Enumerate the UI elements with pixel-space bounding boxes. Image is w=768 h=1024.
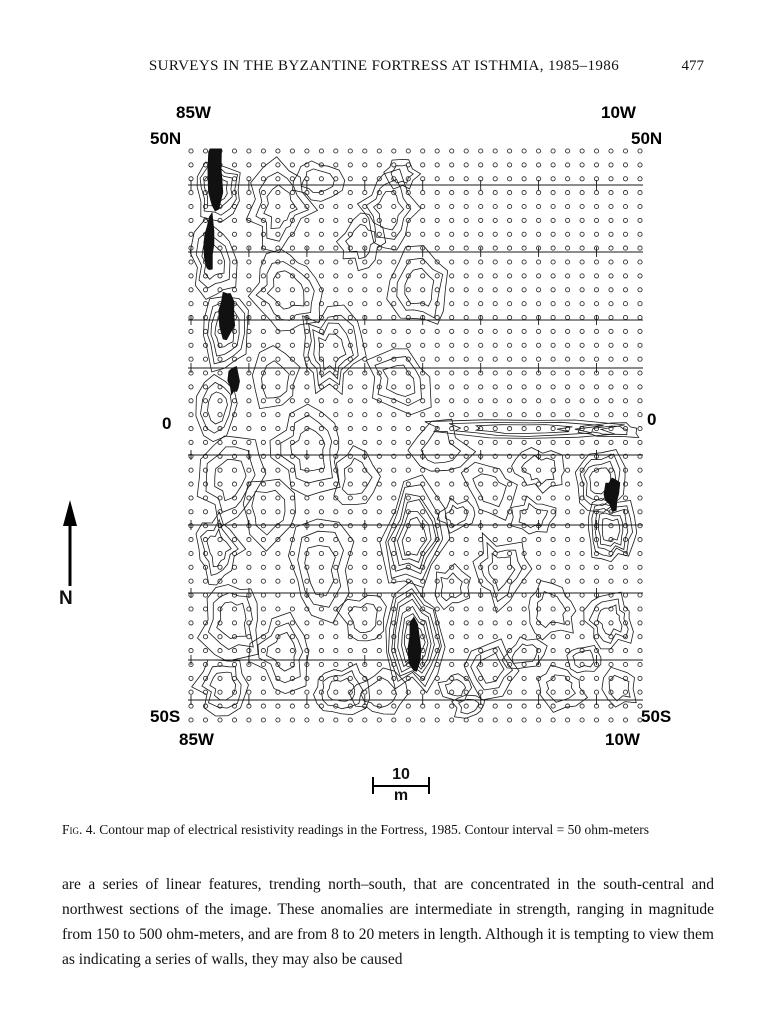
scale-bar [372,766,430,804]
label-85w-top: 85W [176,103,211,122]
north-label: N [59,588,73,609]
contour-map-svg [188,148,643,723]
label-0-left: 0 [162,414,172,433]
scale-unit: m [393,786,409,804]
figure-caption [62,822,722,838]
north-arrow-icon [55,500,85,588]
label-10w-top: 10W [601,103,636,122]
label-10w-bottom: 10W [605,730,640,749]
label-85w-bottom: 85W [179,730,214,749]
body-paragraph: are a series of linear features, trending north–south, that are concentrated in the south-central and northwest sections of the image. These anomalies are intermediate in strength, ranging in magnitude from 150 to 500 ohm-meters, and are from 8 to 20 meters in length. Although it is tempting to view them as indicating a series of walls, they may also be caused [62,876,714,968]
contour-map-figure [188,148,643,723]
scale-distance: 10 [372,766,430,787]
label-50s-right: 50S [641,707,672,726]
figure-caption-label: Fig. 4. [62,822,96,837]
running-head: SURVEYS IN THE BYZANTINE FORTRESS AT ISTHMIA, 1985–1986 [148,58,620,74]
page-number: 477 [681,58,704,74]
label-50n-left: 50N [150,129,182,148]
label-50s-left: 50S [150,707,181,726]
figure-caption-text: Contour map of electrical resistivity readings in the Fortress, 1985. Contour interval = 50 ohm-meters [95,822,650,837]
label-50n-right: 50N [631,129,663,148]
label-0-right: 0 [647,410,657,429]
